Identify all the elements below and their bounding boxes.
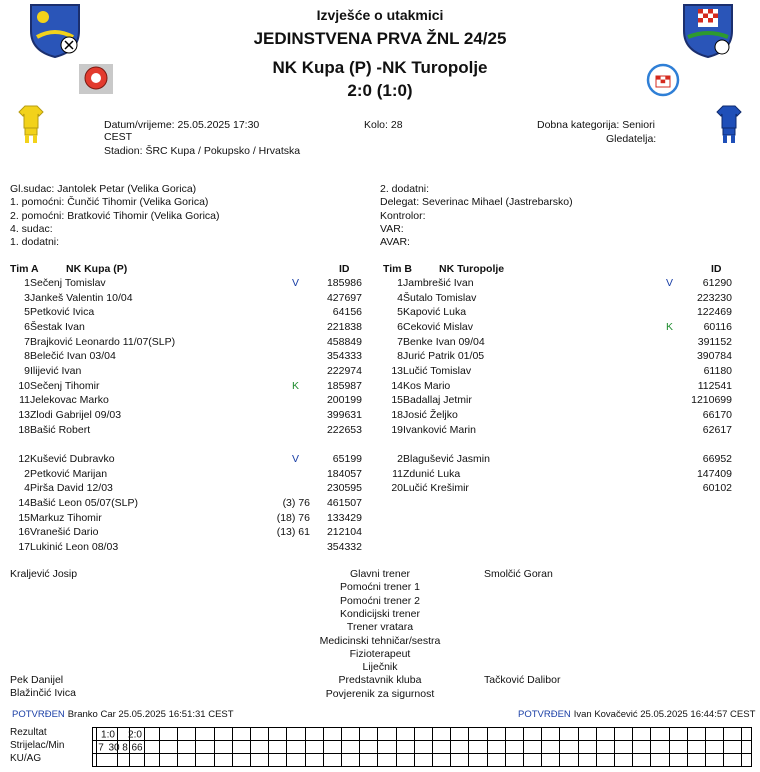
- scorer-minute: 30: [108, 742, 120, 754]
- player-id: 221838: [326, 320, 362, 333]
- captain-mark: V: [292, 277, 300, 289]
- player-id: 390784: [696, 350, 732, 363]
- player-row: [0, 364, 732, 379]
- official-right-1: Delegat: Severinac Mihael (Jastrebarsko): [380, 196, 573, 209]
- stadium-value: ŠRC Kupa / Pokupsko / Hrvatska: [145, 145, 301, 157]
- shirt-number: 11: [19, 394, 30, 407]
- away-confirmation: [518, 708, 755, 720]
- result-score: 1:0: [101, 729, 115, 741]
- player-name: Pirša David 12/03: [30, 482, 113, 495]
- home-head-coach: Kraljević Josip: [10, 568, 78, 580]
- player-id: 200199: [326, 394, 362, 407]
- category-value: Seniori: [622, 119, 655, 131]
- home-kit-icon: [18, 104, 44, 144]
- home-team-title: NK Kupa (P): [272, 58, 372, 77]
- player-name: Zlodi Gabrijel 09/03: [30, 408, 122, 421]
- player-name: Šestak Ivan: [30, 320, 85, 333]
- official-left-2: 2. pomoćni: Bratković Tihomir (Velika Gorica): [10, 209, 220, 222]
- shirt-number: 11: [392, 467, 403, 480]
- team-b-label: Tim B: [383, 263, 412, 275]
- staff-role-4: Trener vratara: [346, 621, 414, 634]
- shirt-number: 18: [391, 408, 403, 421]
- stadium-label: Stadion:: [104, 145, 143, 157]
- player-id: 222653: [326, 423, 362, 436]
- shirt-number: 13: [18, 408, 30, 421]
- match-score: 2:0 (1:0): [347, 81, 413, 100]
- category-label: Dobna kategorija:: [537, 119, 620, 131]
- county-crest-right-icon: [680, 1, 736, 59]
- away-confirmed-text: Ivan Kovačević 25.05.2025 16:44:57 CEST: [573, 709, 756, 720]
- staff-role-2: Pomoćni trener 2: [340, 594, 420, 607]
- player-row: [0, 393, 732, 408]
- shirt-number: 8: [397, 350, 403, 363]
- player-name: Sečenj Tihomir: [30, 379, 100, 392]
- away-club-representative: Tačković Dalibor: [484, 674, 561, 686]
- timezone: CEST: [104, 131, 133, 143]
- away-team-title: NK Turopolje: [382, 58, 488, 77]
- player-id: 65199: [332, 453, 362, 465]
- player-id: 458849: [326, 335, 362, 348]
- player-id: 60102: [702, 482, 732, 495]
- away-kit-icon: [716, 104, 742, 144]
- shirt-number: 16: [18, 526, 30, 539]
- official-right-2: Kontrolor:: [380, 209, 426, 222]
- match-title: [180, 58, 580, 78]
- player-name: Lučić Krešimir: [403, 482, 469, 495]
- datetime-value: 25.05.2025 17:30: [177, 119, 260, 131]
- team-b-id-header: ID: [711, 263, 722, 275]
- county-crest-left-icon: [27, 1, 83, 59]
- scorer-label: Strijelac/Min: [10, 740, 65, 751]
- player-name: Petković Ivica: [30, 306, 95, 319]
- competition-title: JEDINSTVENA PRVA ŽNL 24/25: [253, 29, 507, 48]
- player-id: 391152: [697, 335, 732, 348]
- staff-role-7: Liječnik: [362, 661, 398, 674]
- player-id: 185987: [326, 379, 362, 392]
- away-head-coach: Smolčić Goran: [484, 568, 553, 580]
- player-row: [0, 305, 732, 320]
- staff-role-6: Fizioterapeut: [349, 647, 411, 660]
- substitution-info: (13) 61: [276, 526, 310, 539]
- shirt-number: 14: [391, 379, 403, 392]
- player-id: 354333: [326, 350, 362, 363]
- player-id: 223230: [696, 291, 732, 304]
- captain-mark: K: [666, 320, 674, 333]
- captain-mark: V: [292, 453, 300, 465]
- stadium-row: [104, 145, 300, 157]
- player-name: Belečić Ivan 03/04: [30, 350, 116, 363]
- substitution-info: (3) 76: [282, 496, 310, 509]
- player-name: Petković Marijan: [30, 467, 108, 480]
- own-goal-label: KU/AG: [10, 753, 42, 764]
- official-left-0: Gl.sudac: Jantolek Petar (Velika Gorica): [10, 183, 197, 195]
- player-row: [0, 276, 732, 291]
- player-name: Ilijević Ivan: [30, 364, 82, 377]
- player-row: [0, 423, 732, 438]
- shirt-number: 15: [391, 394, 403, 407]
- shirt-number: 2: [24, 467, 30, 480]
- player-name: Sečenj Tomislav: [30, 277, 106, 289]
- player-name: Brajković Leonardo 11/07(SLP): [30, 335, 176, 348]
- shirt-number: 1: [24, 277, 30, 289]
- player-row: [0, 481, 732, 496]
- player-name: Kapović Luka: [403, 306, 467, 319]
- match-separator: -: [376, 58, 383, 77]
- official-left-1: 1. pomoćni: Čunčić Tihomir (Velika Gorica): [10, 196, 209, 209]
- away-club-crest-icon: [646, 62, 680, 98]
- result-label: Rezultat: [10, 727, 47, 738]
- player-id: 354332: [326, 540, 362, 553]
- player-row: [0, 496, 370, 511]
- player-name: Ivanković Marin: [403, 423, 476, 436]
- shirt-number: 19: [391, 423, 403, 436]
- player-name: Benke Ivan 09/04: [403, 335, 485, 348]
- shirt-number: 5: [397, 306, 403, 319]
- player-name: Zdunić Luka: [403, 467, 461, 480]
- home-confirmed-text: Branko Car 25.05.2025 16:51:31 CEST: [67, 709, 234, 720]
- player-row: [0, 379, 732, 394]
- player-id: 212104: [326, 526, 362, 539]
- official-left-4: 1. dodatni:: [10, 236, 60, 249]
- player-id: 185986: [326, 277, 362, 289]
- official-right-0: 2. dodatni:: [380, 183, 430, 195]
- report-title: Izvješće o utakmici: [316, 7, 444, 23]
- player-id: 66952: [702, 453, 732, 465]
- player-name: Jankeš Valentin 10/04: [30, 291, 133, 304]
- official-left-3: 4. sudac:: [10, 222, 53, 235]
- player-name: Ceković Mislav: [403, 320, 474, 333]
- player-id: 461507: [326, 496, 362, 509]
- official-right-4: AVAR:: [380, 236, 410, 249]
- results-grid-values: [98, 730, 143, 754]
- player-row: [0, 511, 370, 526]
- shirt-number: 12: [18, 453, 30, 465]
- player-name: Kušević Dubravko: [30, 453, 115, 465]
- staff-role-0: Glavni trener: [349, 568, 411, 580]
- player-name: Jelekovac Marko: [30, 394, 109, 407]
- round-value: 28: [390, 119, 403, 131]
- shirt-number: 5: [24, 306, 30, 319]
- player-row: [0, 452, 732, 467]
- player-name: Bašić Robert: [30, 423, 91, 436]
- datetime-label: Datum/vrijeme:: [104, 119, 175, 131]
- player-name: Bašić Leon 05/07(SLP): [30, 496, 138, 509]
- player-id: 66170: [702, 408, 732, 421]
- shirt-number: 3: [24, 291, 30, 304]
- player-name: Jurić Patrik 01/05: [403, 350, 485, 363]
- player-id: 62617: [702, 423, 732, 436]
- player-row: [0, 467, 732, 482]
- round-row: [364, 119, 403, 131]
- spectators-label: Gledatelja:: [606, 133, 657, 145]
- staff-role-5: Medicinski tehničar/sestra: [319, 634, 441, 647]
- shirt-number: 6: [397, 320, 403, 333]
- player-id: 230595: [326, 482, 362, 495]
- scorer-minute: 66: [131, 742, 143, 754]
- shirt-number: 18: [18, 423, 30, 436]
- player-name: Badallaj Jetmir: [403, 394, 472, 407]
- player-name: Šutalo Tomislav: [403, 291, 477, 304]
- home-club-crest-icon: [78, 63, 114, 95]
- player-row: [0, 349, 732, 364]
- shirt-number: 14: [18, 496, 30, 509]
- team-a-id-header: ID: [339, 263, 350, 275]
- away-confirmed-label: POTVRĐEN: [518, 709, 571, 720]
- staff-role-9: Povjerenik za sigurnost: [325, 687, 435, 700]
- player-id: 133429: [326, 511, 362, 524]
- result-score: 2:0: [128, 729, 142, 741]
- results-grid: [92, 727, 752, 769]
- staff-role-3: Kondicijski trener: [340, 607, 420, 620]
- shirt-number: 17: [18, 540, 30, 553]
- player-row: [0, 320, 732, 335]
- player-name: Blagušević Jasmin: [403, 453, 490, 465]
- captain-mark: V: [666, 277, 674, 289]
- datetime-row: [104, 119, 259, 131]
- player-name: Markuz Tihomir: [30, 511, 102, 524]
- results-grid-columns: [93, 727, 752, 767]
- player-name: Vranešić Dario: [30, 526, 99, 539]
- team-a-label: Tim A: [10, 263, 39, 275]
- player-id: 122469: [696, 306, 732, 319]
- shirt-number: 2: [397, 453, 403, 465]
- shirt-number: 15: [18, 511, 30, 524]
- shirt-number: 1: [397, 277, 403, 289]
- shirt-number: 8: [24, 350, 30, 363]
- shirt-number: 4: [24, 482, 30, 495]
- scorer-number: 7: [98, 742, 104, 754]
- official-right-3: VAR:: [380, 222, 404, 235]
- player-id: 64156: [332, 306, 362, 319]
- player-name: Lukinić Leon 08/03: [30, 540, 119, 553]
- staff-role-8: Predstavnik kluba: [338, 674, 422, 687]
- player-id: 61290: [702, 277, 732, 289]
- player-row: [0, 291, 732, 306]
- player-id: 147409: [696, 467, 732, 480]
- home-security-officer: Blažinčić Ivica: [10, 687, 76, 699]
- shirt-number: 13: [391, 364, 403, 377]
- team-b-name: NK Turopolje: [439, 263, 505, 275]
- player-row: [0, 408, 732, 423]
- home-club-representative: Pek Danijel: [10, 674, 64, 686]
- shirt-number: 10: [18, 379, 30, 392]
- shirt-number: 20: [391, 482, 403, 495]
- player-row: [0, 335, 732, 350]
- player-name: Lučić Tomislav: [403, 364, 472, 377]
- player-name: Kos Mario: [403, 379, 451, 392]
- shirt-number: 4: [397, 291, 403, 304]
- shirt-number: 6: [24, 320, 30, 333]
- staff-role-1: Pomoćni trener 1: [340, 581, 420, 594]
- player-row: [0, 525, 370, 540]
- home-confirmation: [12, 708, 234, 720]
- results-grid-lines: [93, 728, 752, 767]
- substitution-info: (18) 76: [276, 511, 310, 524]
- player-id: 60116: [703, 320, 732, 333]
- player-id: 399631: [326, 408, 362, 421]
- home-confirmed-label: POTVRĐEN: [12, 709, 65, 720]
- player-id: 184057: [326, 467, 362, 480]
- team-a-name: NK Kupa (P): [66, 263, 128, 275]
- shirt-number: 9: [24, 364, 30, 377]
- player-id: 222974: [326, 364, 362, 377]
- player-id: 112541: [697, 379, 732, 392]
- player-row: [0, 540, 370, 555]
- player-id: 61180: [703, 364, 732, 377]
- player-name: Jambrešić Ivan: [403, 277, 474, 289]
- shirt-number: 7: [397, 335, 403, 348]
- round-label: Kolo:: [364, 119, 388, 131]
- captain-mark: K: [292, 379, 300, 392]
- player-id: 427697: [326, 291, 362, 304]
- category-row: [537, 119, 655, 131]
- player-name: Josić Željko: [403, 408, 458, 421]
- player-id: 1210699: [691, 394, 732, 407]
- shirt-number: 7: [24, 335, 30, 348]
- scorer-number: 8: [122, 742, 128, 754]
